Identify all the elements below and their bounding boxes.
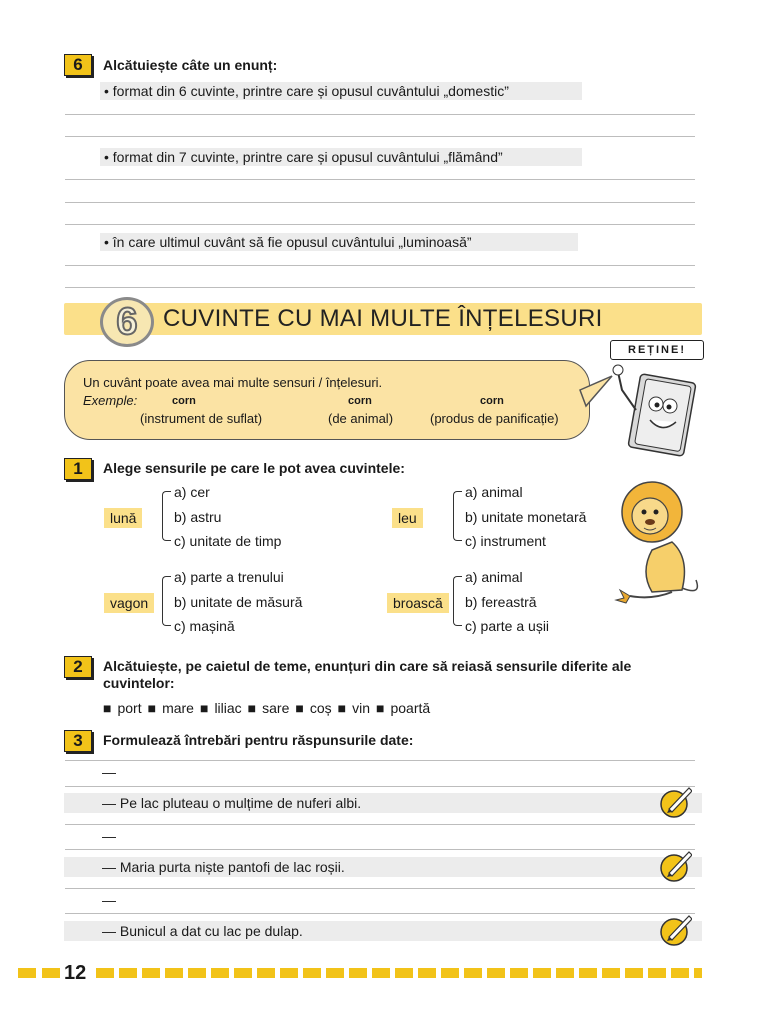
exercise-6-bullet-2: • format din 7 cuvinte, printre care și opusul cuvântului „flămând”	[100, 148, 582, 166]
word-item: liliac	[214, 700, 242, 716]
writing-line[interactable]	[65, 202, 695, 203]
word-vagon: vagon	[104, 593, 154, 613]
pencil-icon	[658, 784, 692, 818]
option[interactable]: a) parte a trenului	[174, 569, 284, 585]
exercise-1-title: Alege sensurile pe care le pot avea cuvintele:	[103, 460, 405, 476]
answer-text: — Pe lac pluteau o mulțime de nuferi albi.	[102, 795, 362, 811]
writing-line[interactable]	[65, 114, 695, 115]
footer-bar	[18, 968, 62, 978]
option[interactable]: c) instrument	[465, 533, 546, 549]
answer-row	[64, 793, 702, 813]
exercise-3-number: 3	[64, 730, 92, 752]
square-bullet-icon: ■	[376, 700, 385, 716]
word-item: sare	[262, 700, 290, 716]
brace	[162, 491, 171, 541]
exercise-6-bullet-3: • în care ultimul cuvânt să fie opusul cuvântului „luminoasă”	[100, 233, 578, 251]
question-dash[interactable]: —	[102, 828, 116, 844]
answer-row	[64, 857, 702, 877]
option[interactable]: b) unitate de măsură	[174, 594, 303, 610]
option[interactable]: c) parte a ușii	[465, 618, 550, 634]
exercise-2-number: 2	[64, 656, 92, 678]
rule-examples-label: Exemple:	[83, 393, 138, 408]
exercise-6-number: 6	[64, 54, 92, 76]
exercise-6-title: Alcătuiește câte un enunț:	[103, 57, 278, 73]
example-word: corn	[172, 395, 196, 407]
pencil-icon	[658, 912, 692, 946]
option[interactable]: a) cer	[174, 484, 210, 500]
square-bullet-icon: ■	[247, 700, 257, 716]
word-leu: leu	[392, 508, 423, 528]
square-bullet-icon: ■	[199, 700, 209, 716]
writing-line[interactable]	[65, 136, 695, 137]
option[interactable]: a) animal	[465, 569, 523, 585]
exercise-6-bullet-1: • format din 6 cuvinte, printre care și opusul cuvântului „domestic”	[100, 82, 582, 100]
option[interactable]: b) astru	[174, 509, 222, 525]
pencil-icon	[658, 848, 692, 882]
writing-line[interactable]	[65, 849, 695, 850]
example-word: corn	[348, 395, 372, 407]
square-bullet-icon: ■	[103, 700, 112, 716]
square-bullet-icon: ■	[295, 700, 304, 716]
word-broasca: broască	[387, 593, 449, 613]
writing-line[interactable]	[65, 179, 695, 180]
exercise-1-number: 1	[64, 458, 92, 480]
question-dash[interactable]: —	[102, 764, 116, 780]
footer-bar	[96, 968, 702, 978]
rule-cloud	[64, 360, 590, 440]
writing-line[interactable]	[65, 913, 695, 914]
option[interactable]: c) unitate de timp	[174, 533, 282, 549]
example-meaning: (produs de panificație)	[430, 411, 559, 426]
brace	[453, 491, 462, 541]
writing-line[interactable]	[65, 224, 695, 225]
exercise-2-title-line-2: cuvintelor:	[103, 675, 175, 691]
writing-line[interactable]	[65, 888, 695, 889]
word-item: vin	[352, 700, 371, 716]
option[interactable]: c) mașină	[174, 618, 235, 634]
example-meaning: (de animal)	[328, 411, 394, 426]
word-item: poartă	[390, 700, 431, 716]
writing-line[interactable]	[65, 786, 695, 787]
page-number: 12	[64, 962, 87, 984]
option[interactable]: b) fereastră	[465, 594, 537, 610]
brace	[162, 576, 171, 626]
square-bullet-icon: ■	[147, 700, 157, 716]
writing-line[interactable]	[65, 265, 695, 266]
option[interactable]: b) unitate monetară	[465, 509, 587, 525]
option[interactable]: a) animal	[465, 484, 523, 500]
answer-text: — Bunicul a dat cu lac pe dulap.	[102, 923, 303, 939]
lion-illustration-icon	[612, 472, 704, 608]
answer-text: — Maria purta niște pantofi de lac roșii.	[102, 859, 345, 875]
writing-line[interactable]	[65, 760, 695, 761]
exercise-2-word-list	[103, 700, 430, 716]
word-item: port	[117, 700, 142, 716]
exercise-2-title-line-1: Alcătuiește, pe caietul de teme, enunțuri din care să reiasă sensurile diferite ale	[103, 658, 632, 674]
section-title: CUVINTE CU MAI MULTE ÎNȚELESURI	[163, 305, 603, 332]
brace	[453, 576, 462, 626]
square-bullet-icon: ■	[337, 700, 347, 716]
writing-line[interactable]	[65, 824, 695, 825]
section-number: 6	[100, 297, 154, 347]
rule-text: Un cuvânt poate avea mai multe sensuri / înțelesuri.	[83, 375, 383, 390]
word-item: coș	[309, 700, 332, 716]
exercise-3-title: Formulează întrebări pentru răspunsurile date:	[103, 732, 414, 748]
answer-row	[64, 921, 702, 941]
word-item: mare	[162, 700, 194, 716]
retine-badge: REȚINE!	[610, 340, 704, 360]
book-mascot-icon	[606, 360, 706, 460]
writing-line[interactable]	[65, 287, 695, 288]
example-meaning: (instrument de suflat)	[140, 411, 263, 426]
question-dash[interactable]: —	[102, 892, 116, 908]
word-luna: lună	[104, 508, 142, 528]
example-word: corn	[480, 395, 504, 407]
